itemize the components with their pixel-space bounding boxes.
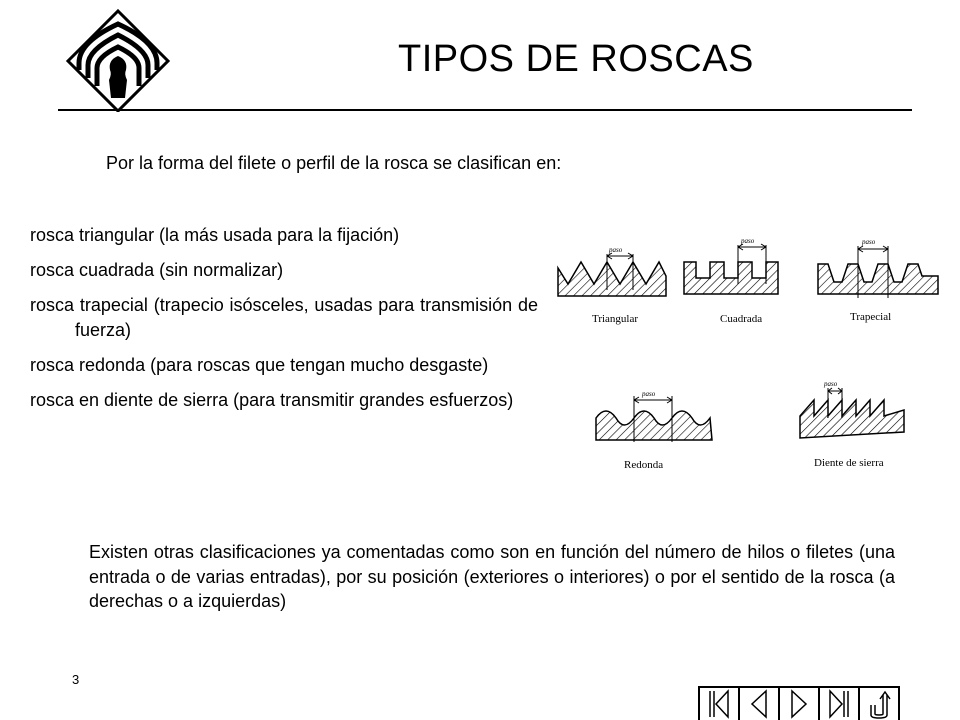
triangular-caption: Triangular	[592, 313, 639, 325]
square-caption: Cuadrada	[720, 313, 763, 325]
list-item: rosca redonda (para roscas que tengan mucho desgaste)	[30, 355, 489, 375]
buttress-caption: Diente de sierra	[814, 457, 884, 469]
last-icon	[826, 689, 852, 719]
next-slide-button[interactable]	[780, 686, 820, 720]
list-item: rosca en diente de sierra (para transmitir grandes esfuerzos)	[30, 390, 514, 410]
first-icon	[706, 689, 732, 719]
thread-profiles-figure	[552, 232, 948, 488]
pitch-label: paso	[741, 237, 755, 245]
next-icon	[786, 689, 812, 719]
trapezoidal-thread-profile	[818, 264, 938, 294]
institution-logo	[64, 8, 172, 112]
pitch-label: paso	[609, 246, 623, 254]
return-icon	[865, 689, 893, 719]
previous-icon	[746, 689, 772, 719]
triangular-thread-profile	[558, 262, 666, 296]
pitch-label: paso	[862, 238, 876, 246]
return-button[interactable]	[860, 686, 900, 720]
round-caption: Redonda	[624, 459, 664, 471]
previous-slide-button[interactable]	[740, 686, 780, 720]
first-slide-button[interactable]	[700, 686, 740, 720]
buttress-thread-profile	[800, 400, 904, 438]
list-item: rosca cuadrada (sin normalizar)	[30, 260, 284, 280]
additional-classifications-text: Existen otras clasificaciones ya comentadas como son en función del número de hilos o filetes (una entrada o de varias entradas), por su posición (exteriores o interiores) o por el sentido de la rosca (a derechas o a izquierdas)	[89, 542, 895, 611]
pitch-label: paso	[824, 380, 838, 388]
page-title: TIPOS DE ROSCAS	[398, 38, 754, 80]
page-number: 3	[72, 672, 80, 687]
round-thread-profile	[596, 411, 712, 440]
pitch-label: paso	[642, 390, 656, 398]
trapezoidal-caption: Trapecial	[850, 311, 892, 323]
square-thread-profile	[684, 262, 778, 294]
last-slide-button[interactable]	[820, 686, 860, 720]
list-item: rosca trapecial (trapecio isósceles, usadas para transmisión de fuerza)	[30, 295, 538, 340]
thread-types-list	[30, 223, 538, 423]
slide-navigation	[698, 686, 900, 720]
list-item: rosca triangular (la más usada para la fijación)	[30, 225, 400, 245]
title-divider	[58, 109, 912, 111]
intro-text: Por la forma del filete o perfil de la rosca se clasifican en:	[106, 153, 562, 173]
